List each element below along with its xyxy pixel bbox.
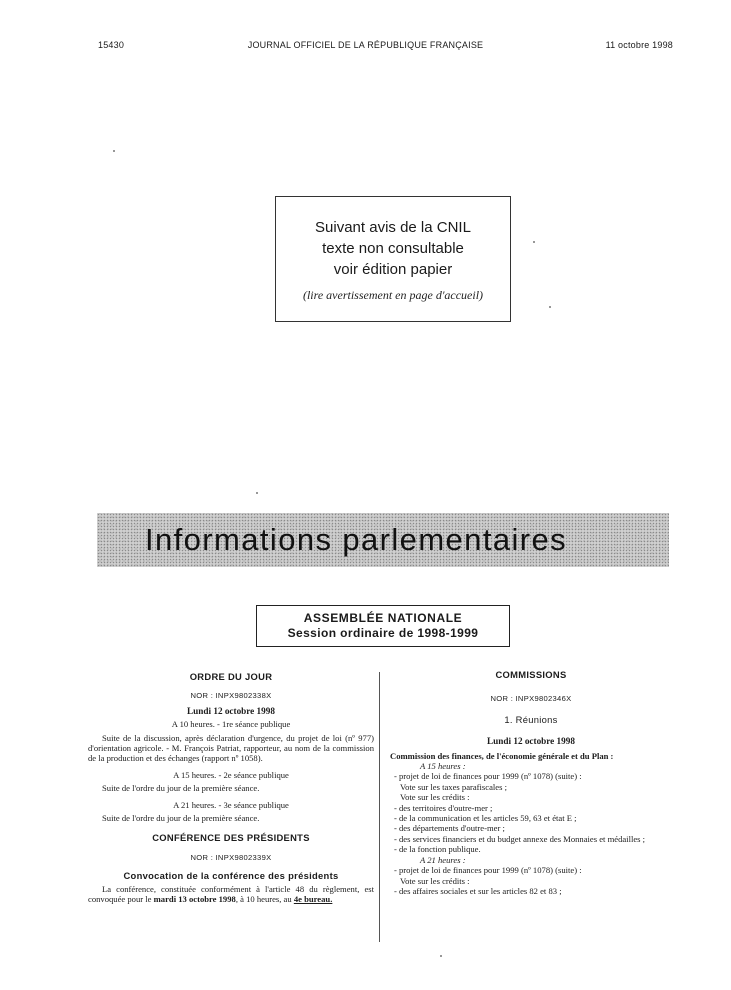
assembly-title: ASSEMBLÉE NATIONALE <box>303 611 463 625</box>
convocation-title: Convocation de la conférence des présidents <box>123 870 339 882</box>
commissions-heading: COMMISSIONS <box>495 669 567 680</box>
commission-name: Commission des finances, de l'économie générale et du Plan : <box>390 750 614 761</box>
scan-speck <box>533 241 535 243</box>
session-1-text: Suite de la discussion, après déclaration d'urgence, du projet de loi (nº 977) d'orientation agricole. - M. François Patriat, rapporteur, au nom de la commission de la production et des échanges (rapport nº 1058). <box>88 732 374 764</box>
list-item: - de la fonction publique. <box>394 844 481 855</box>
session-2-text: Suite de l'ordre du jour de la première séance. <box>102 783 260 794</box>
nor-reference: NOR : INPX9802346X <box>490 694 572 704</box>
convocation-place: 4e bureau. <box>293 894 333 905</box>
section-title: 1. Réunions <box>504 713 558 725</box>
nor-reference: NOR : INPX9802339X <box>190 852 272 862</box>
banner-title: Informations parlementaires <box>145 522 568 557</box>
list-item: - des services financiers et du budget annexe des Monnaies et médailles ; <box>394 833 646 844</box>
right-column <box>390 670 672 896</box>
agenda-heading: ORDRE DU JOUR <box>189 671 273 682</box>
list-item: - des départements d'outre-mer ; <box>394 823 505 834</box>
session-1: A 10 heures. - 1re séance publique <box>171 719 291 730</box>
column-divider <box>379 672 380 942</box>
nor-reference: NOR : INPX9802338X <box>190 691 272 701</box>
session-title: Session ordinaire de 1998-1999 <box>287 626 479 640</box>
list-item: Vote sur les crédits : <box>400 792 470 803</box>
cnil-line-3: voir édition papier <box>333 261 453 278</box>
convocation-text-2: , à 10 heures, au <box>235 894 292 905</box>
conference-heading: CONFÉRENCE DES PRÉSIDENTS <box>152 832 310 844</box>
session-3-text: Suite de l'ordre du jour de la première séance. <box>102 813 260 824</box>
list-item: Vote sur les crédits : <box>400 875 470 886</box>
cnil-line-1: Suivant avis de la CNIL <box>315 219 471 236</box>
list-item: - de la communication et les articles 59, 63 et état E ; <box>394 813 577 824</box>
commission-date: Lundi 12 octobre 1998 <box>487 736 575 747</box>
cnil-line-2: texte non consultable <box>322 240 464 257</box>
scan-speck <box>256 492 258 494</box>
scan-speck <box>549 306 551 308</box>
convocation-text-1: La conférence, constituée conformément à l'article 48 du règlement, est convoquée pour le <box>88 883 374 905</box>
convocation-date: mardi 13 octobre 1998 <box>153 894 236 905</box>
scan-speck <box>440 955 442 957</box>
session-3: A 21 heures. - 3e séance publique <box>173 799 289 810</box>
scan-speck <box>113 150 115 152</box>
left-column <box>88 672 374 905</box>
time-2: A 21 heures : <box>420 854 466 865</box>
session-2: A 15 heures. - 2e séance publique <box>173 769 289 780</box>
cnil-line-4: (lire avertissement en page d'accueil) <box>302 288 484 302</box>
convocation-text <box>88 884 374 905</box>
assembly-box <box>256 605 510 647</box>
agenda-date: Lundi 12 octobre 1998 <box>187 705 275 716</box>
time-1: A 15 heures : <box>420 761 466 772</box>
page-number: 15430 <box>98 40 125 50</box>
list-item: - projet de loi de finances pour 1999 (nº 1078) (suite) : <box>394 865 582 876</box>
journal-title: JOURNAL OFFICIEL DE LA RÉPUBLIQUE FRANÇAISE <box>247 40 484 50</box>
list-item: - projet de loi de finances pour 1999 (nº 1078) (suite) : <box>394 771 582 782</box>
issue-date: 11 octobre 1998 <box>605 40 673 50</box>
cnil-notice-box <box>275 196 511 322</box>
list-item: - des affaires sociales et sur les articles 82 et 83 ; <box>394 885 562 896</box>
list-item: Vote sur les taxes parafiscales ; <box>400 781 507 792</box>
list-item: - des territoires d'outre-mer ; <box>394 802 493 813</box>
